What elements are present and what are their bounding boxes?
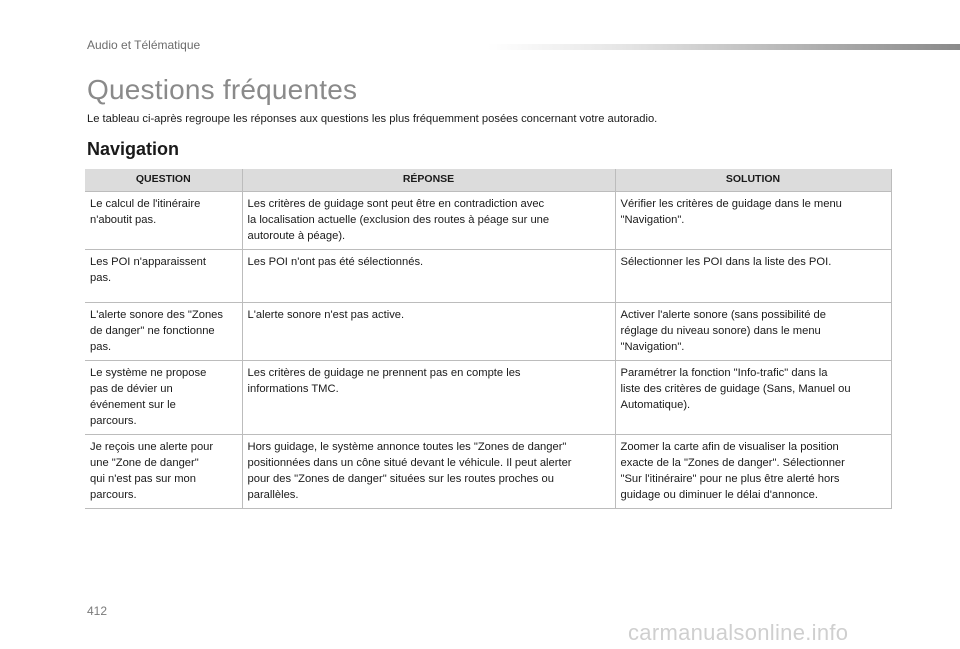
- cell-line: parallèles.: [247, 489, 299, 502]
- cell-line: la localisation actuelle (exclusion des routes à péage sur une: [247, 214, 550, 227]
- question-cell: [85, 192, 242, 250]
- answer-cell: [242, 360, 615, 434]
- header-gradient-bar: [488, 44, 960, 50]
- section-label: Audio et Télématique: [87, 38, 201, 52]
- cell-line: pas de dévier un: [90, 382, 173, 395]
- page-number: 412: [87, 604, 108, 618]
- cell-line: une "Zone de danger": [90, 456, 199, 469]
- cell-line: Activer l'alerte sonore (sans possibilité de: [620, 308, 826, 321]
- cell-line: informations TMC.: [247, 382, 339, 395]
- cell-line: n'aboutit pas.: [90, 214, 157, 227]
- cell-line: positionnées dans un cône situé devant le véhicule. Il peut alerter: [247, 456, 572, 469]
- table-row: [85, 360, 891, 434]
- solution-cell: [615, 360, 891, 434]
- cell-line: événement sur le: [90, 399, 176, 412]
- cell-line: "Navigation".: [620, 214, 685, 227]
- cell-line: Vérifier les critères de guidage dans le menu: [620, 198, 842, 210]
- question-cell: [85, 360, 242, 434]
- cell-line: Le système ne propose: [90, 366, 207, 379]
- cell-line: pas.: [90, 271, 112, 284]
- question-cell: [85, 249, 242, 302]
- table-row: [85, 434, 891, 508]
- cell-line: Automatique).: [620, 399, 691, 412]
- cell-line: Les POI n'apparaissent: [90, 255, 206, 268]
- answer-cell: [242, 302, 615, 360]
- cell-line: "Sur l'itinéraire" pour ne plus être alerté hors: [620, 473, 840, 486]
- cell-line: parcours.: [90, 489, 137, 502]
- answer-cell: [242, 249, 615, 302]
- table-row: [85, 192, 891, 250]
- cell-line: réglage du niveau sonore) dans le menu: [620, 324, 821, 337]
- cell-line: autoroute à péage).: [247, 230, 346, 243]
- cell-line: liste des critères de guidage (Sans, Manuel ou: [620, 382, 851, 395]
- cell-line: Les critères de guidage ne prennent pas en compte les: [247, 366, 521, 379]
- intro-paragraph: Le tableau ci-après regroupe les réponses aux questions les plus fréquemment posées concernant votre autoradio.: [87, 113, 658, 125]
- column-header-question: QUESTION: [85, 169, 242, 192]
- cell-line: Les POI n'ont pas été sélectionnés.: [247, 255, 424, 268]
- cell-line: Je reçois une alerte pour: [90, 440, 214, 453]
- column-header-solution: SOLUTION: [615, 169, 891, 192]
- table-row: [85, 249, 891, 302]
- cell-line: Zoomer la carte afin de visualiser la position: [620, 440, 839, 453]
- table-header-row: [85, 169, 891, 192]
- cell-line: "Navigation".: [620, 341, 685, 354]
- cell-line: guidage ou diminuer le délai d'annonce.: [620, 489, 818, 502]
- column-header-answer: RÉPONSE: [242, 169, 615, 192]
- cell-line: exacte de la "Zones de danger". Sélectionner: [620, 456, 845, 469]
- watermark: carmanualsonline.info: [628, 620, 849, 645]
- cell-line: de danger" ne fonctionne: [90, 324, 215, 337]
- solution-cell: [615, 192, 891, 250]
- question-cell: [85, 302, 242, 360]
- cell-line: L'alerte sonore des "Zones: [90, 308, 223, 321]
- cell-line: Paramétrer la fonction "Info-trafic" dans la: [620, 366, 828, 379]
- cell-line: pas.: [90, 341, 112, 354]
- question-cell: [85, 434, 242, 508]
- cell-line: Les critères de guidage sont peut être en contradiction avec: [247, 198, 545, 210]
- cell-line: L'alerte sonore n'est pas active.: [247, 308, 405, 321]
- table-row: [85, 302, 891, 360]
- section-subtitle: Navigation: [87, 139, 180, 159]
- cell-line: qui n'est pas sur mon: [90, 473, 196, 486]
- solution-cell: [615, 249, 891, 302]
- cell-line: Le calcul de l'itinéraire: [90, 198, 201, 210]
- answer-cell: [242, 434, 615, 508]
- page-title: Questions fréquentes: [87, 74, 358, 105]
- solution-cell: [615, 434, 891, 508]
- faq-table: [85, 169, 892, 509]
- cell-line: pour des "Zones de danger" situées sur les routes proches ou: [247, 473, 554, 486]
- cell-line: Sélectionner les POI dans la liste des POI.: [620, 255, 832, 268]
- cell-line: parcours.: [90, 415, 137, 428]
- solution-cell: [615, 302, 891, 360]
- answer-cell: [242, 192, 615, 250]
- cell-line: Hors guidage, le système annonce toutes les "Zones de danger": [247, 440, 567, 453]
